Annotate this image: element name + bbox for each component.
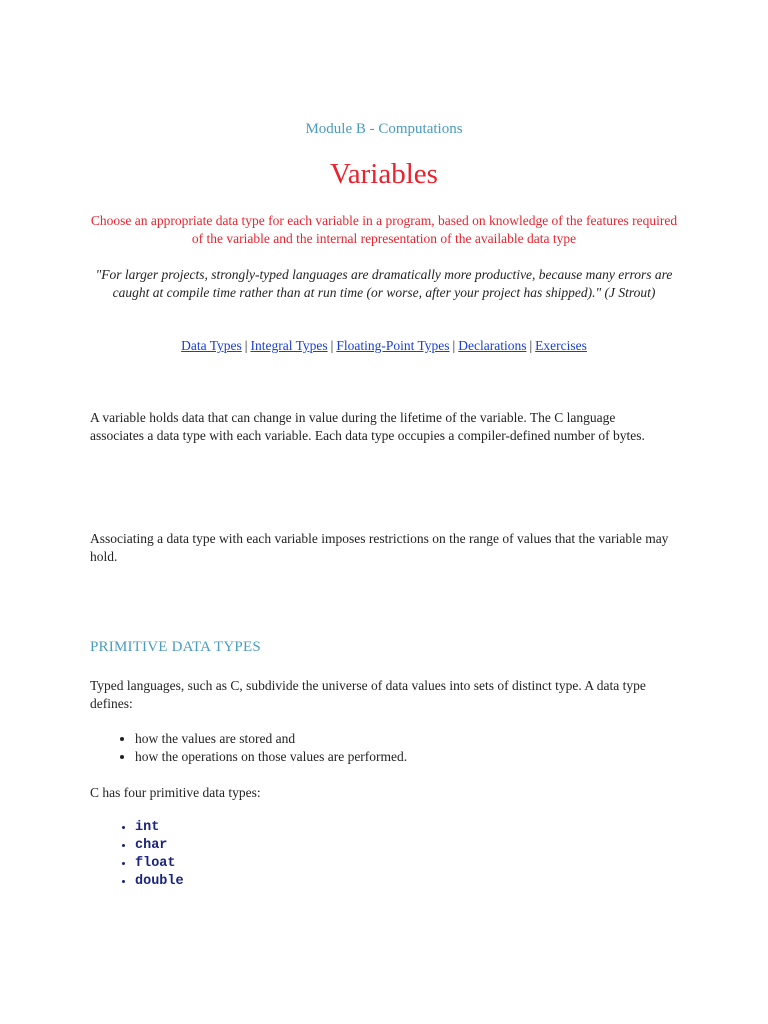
typed-languages-paragraph: Typed languages, such as C, subdivide the universe of data values into sets of distinct type. A data type defines: (90, 678, 646, 711)
list-item: • how the operations on those values are performed. (135, 748, 407, 766)
topic-nav (0, 338, 768, 354)
data-type-defines-list (90, 730, 407, 766)
page-title: Variables (330, 158, 438, 190)
four-types-paragraph: C has four primitive data types: (90, 785, 261, 800)
type-double: • double (135, 873, 184, 891)
nav-separator: | (452, 338, 456, 353)
type-char: • char (135, 837, 184, 855)
learning-objective: Choose an appropriate data type for each variable in a program, based on knowledge of the features required of the variable and the internal representation of the available data type (90, 213, 678, 246)
nav-separator: | (330, 338, 334, 353)
section-heading-primitive-data-types: PRIMITIVE DATA TYPES (90, 639, 261, 655)
nav-link-data-types[interactable]: Data Types (181, 338, 242, 353)
type-float: • float (135, 855, 184, 873)
module-title: Module B - Computations (305, 121, 463, 137)
nav-link-declarations[interactable]: Declarations (458, 338, 527, 353)
quote: "For larger projects, strongly-typed languages are dramatically more productive, because many errors are caught at compile time rather than at run time (or worse, after your project has shipped)." (J Strout) (95, 267, 673, 300)
nav-link-floating-point-types[interactable]: Floating-Point Types (336, 338, 450, 353)
type-int: • int (135, 819, 184, 837)
nav-link-integral-types[interactable]: Integral Types (250, 338, 328, 353)
list-item: • how the values are stored and (135, 730, 407, 748)
intro-paragraph: A variable holds data that can change in value during the lifetime of the variable. The C language associates a data type with each variable. Each data type occupies a compiler-defined number of bytes. (90, 410, 645, 443)
nav-link-exercises[interactable]: Exercises (535, 338, 587, 353)
nav-separator: | (529, 338, 533, 353)
restrictions-paragraph: Associating a data type with each variable imposes restrictions on the range of values that the variable may hold. (90, 531, 669, 564)
nav-separator: | (244, 338, 248, 353)
primitive-types-list (90, 819, 184, 891)
